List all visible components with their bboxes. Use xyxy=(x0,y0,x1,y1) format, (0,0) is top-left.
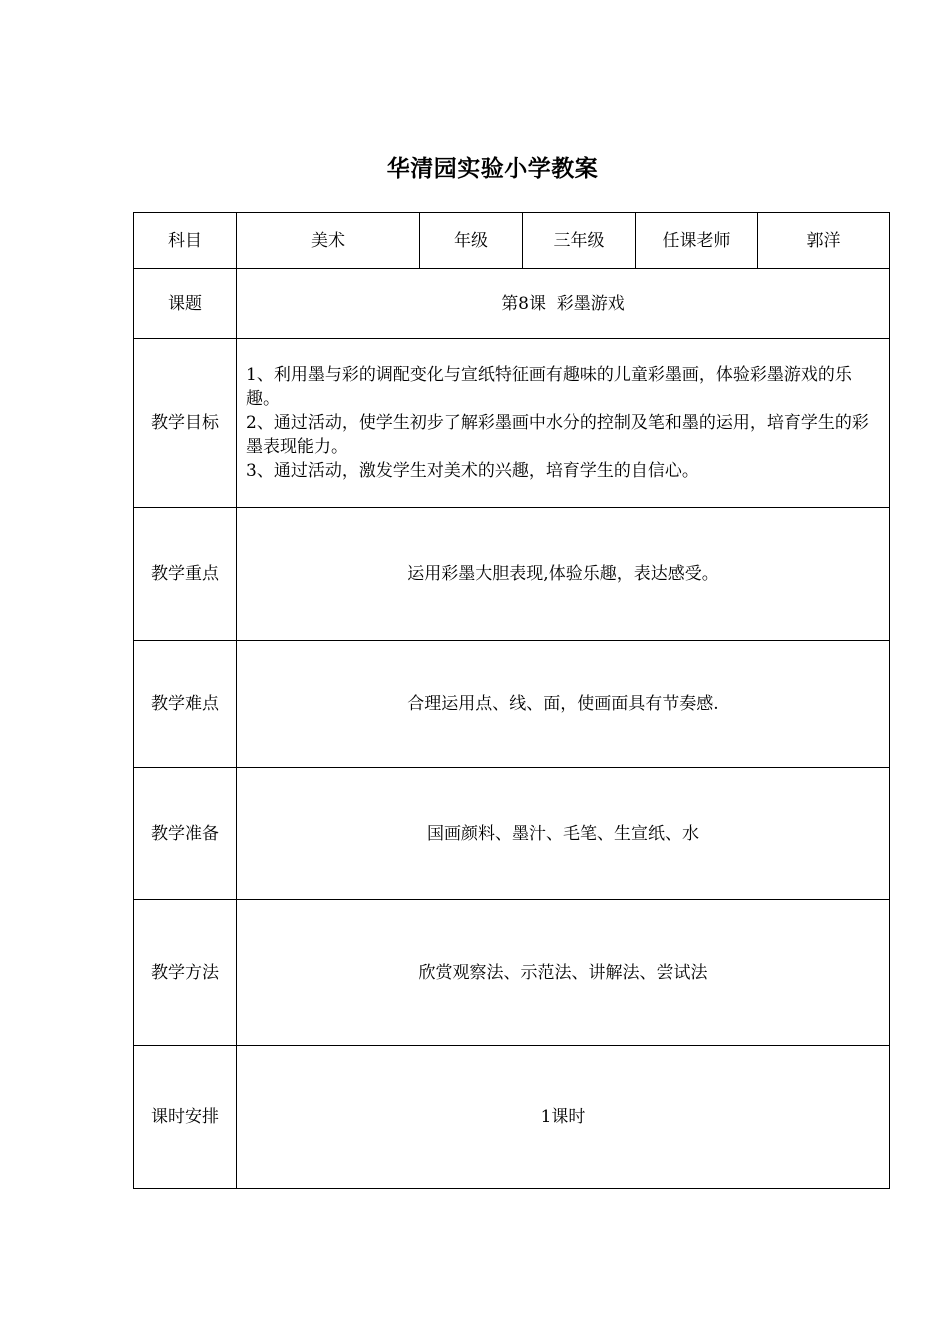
methods-row xyxy=(134,900,890,1046)
schedule-label: 课时安排 xyxy=(134,1046,237,1189)
methods-value: 欣赏观察法、示范法、讲解法、尝试法 xyxy=(237,900,890,1046)
key-points-row xyxy=(134,508,890,641)
grade-label: 年级 xyxy=(420,213,523,269)
preparation-value: 国画颜料、墨汁、毛笔、生宣纸、水 xyxy=(237,768,890,900)
teacher-value: 郭洋 xyxy=(758,213,890,269)
schedule-value: 1课时 xyxy=(237,1046,890,1189)
subject-value: 美术 xyxy=(237,213,420,269)
header-row xyxy=(134,213,890,269)
key-points-label: 教学重点 xyxy=(134,508,237,641)
topic-row xyxy=(134,269,890,339)
difficulties-value: 合理运用点、线、面，使画面具有节奏感. xyxy=(237,641,890,768)
schedule-row xyxy=(134,1046,890,1189)
lesson-plan-table xyxy=(133,212,890,1189)
teacher-label: 任课老师 xyxy=(636,213,758,269)
preparation-row xyxy=(134,768,890,900)
grade-value: 三年级 xyxy=(523,213,636,269)
key-points-value: 运用彩墨大胆表现,体验乐趣，表达感受。 xyxy=(237,508,890,641)
methods-label: 教学方法 xyxy=(134,900,237,1046)
subject-label: 科目 xyxy=(134,213,237,269)
objective-item-2: 2、通过活动，使学生初步了解彩墨画中水分的控制及笔和墨的运用，培育学生的彩墨表现能力。 xyxy=(246,413,869,457)
difficulties-label: 教学难点 xyxy=(134,641,237,768)
topic-label: 课题 xyxy=(134,269,237,339)
objectives-label: 教学目标 xyxy=(134,339,237,508)
preparation-label: 教学准备 xyxy=(134,768,237,900)
difficulties-row xyxy=(134,641,890,768)
objectives-content xyxy=(237,339,890,508)
page-title: 华清园实验小学教案 xyxy=(386,155,599,182)
objectives-row xyxy=(134,339,890,508)
objective-item-3: 3、通过活动，激发学生对美术的兴趣，培育学生的自信心。 xyxy=(246,461,699,481)
topic-value: 第8课 彩墨游戏 xyxy=(237,269,890,339)
objective-item-1: 1、利用墨与彩的调配变化与宣纸特征画有趣味的儿童彩墨画，体验彩墨游戏的乐趣。 xyxy=(246,365,852,409)
